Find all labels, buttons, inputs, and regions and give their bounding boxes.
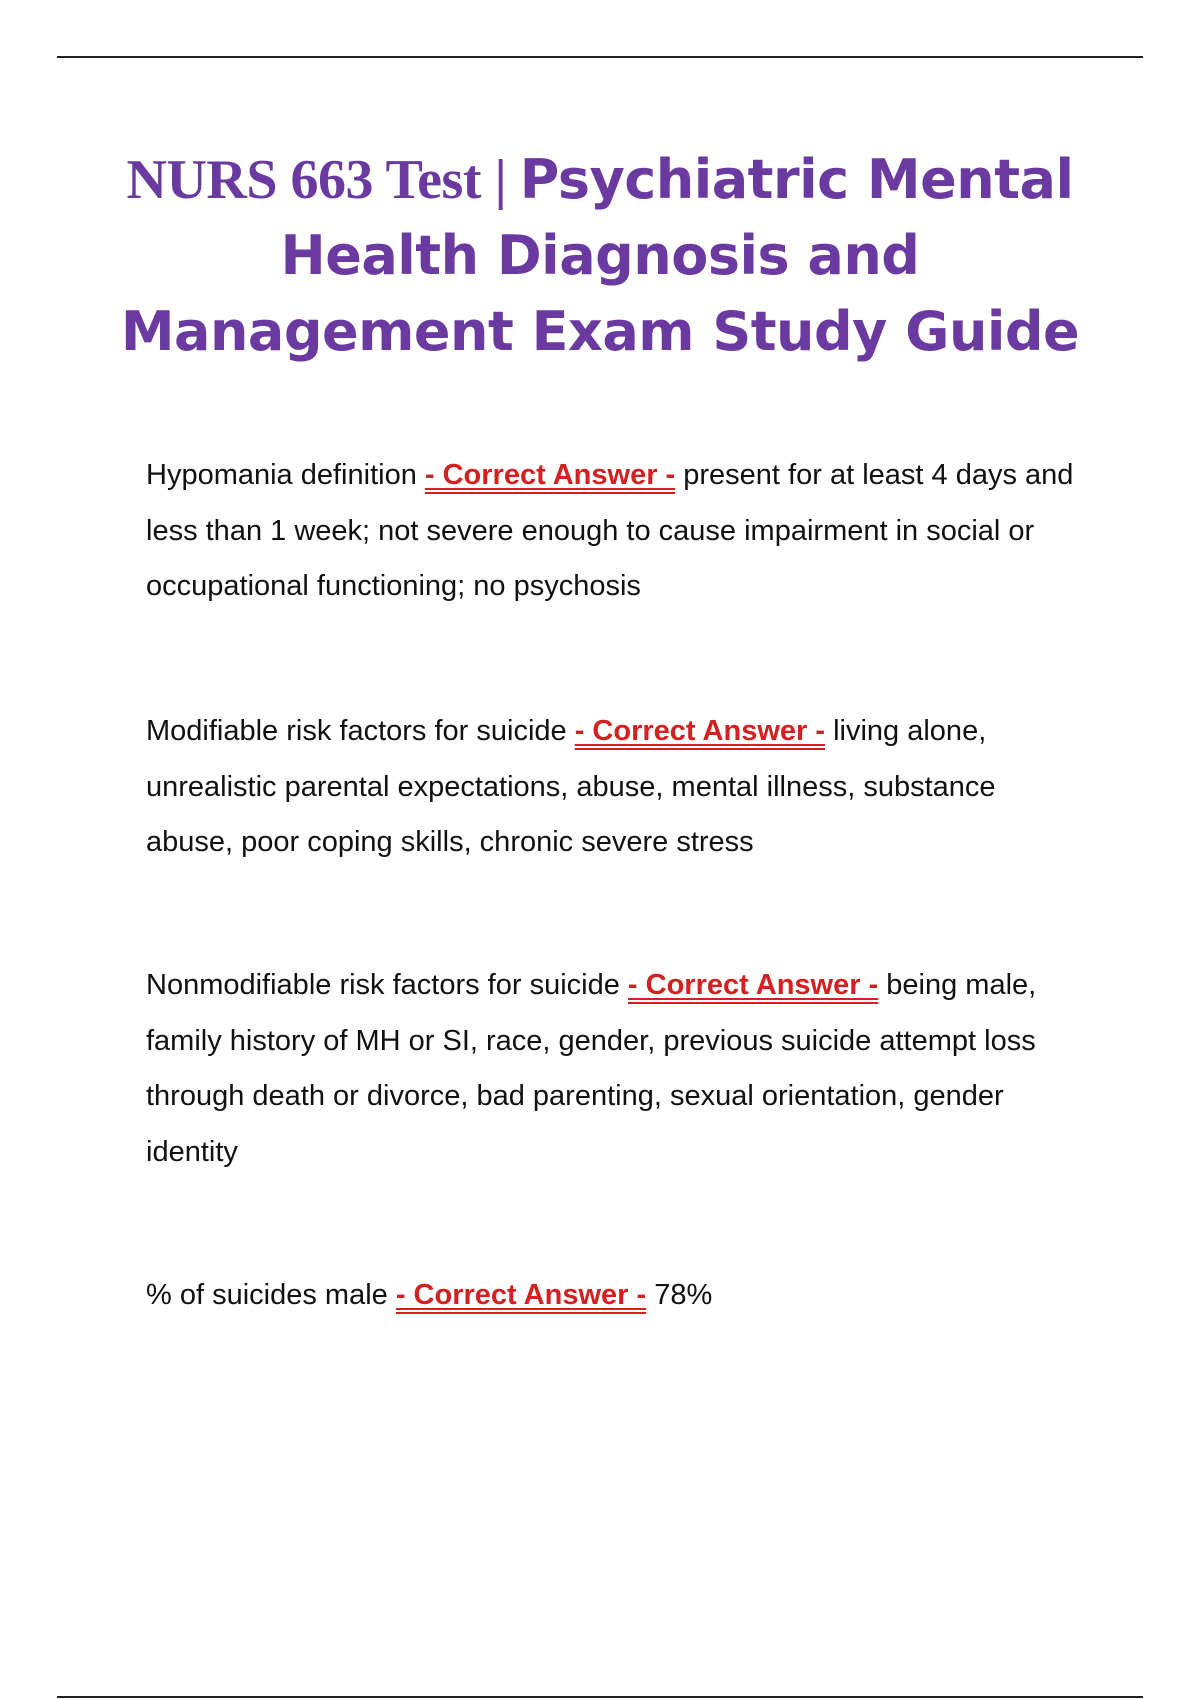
qa-question: Hypomania definition bbox=[146, 459, 417, 491]
qa-answer: being male, family history of MH or SI, race, gender, previous suicide attempt loss through death or divorce, bad parenting, sexual orientation, gender identity bbox=[146, 969, 1037, 1168]
qa-question: % of suicides male bbox=[146, 1279, 388, 1311]
correct-answer-marker: - Correct Answer - bbox=[627, 969, 879, 1001]
top-rule bbox=[57, 56, 1143, 58]
page-title-subject: Psychiatric Mental Health Diagnosis and Management Exam Study Guide bbox=[120, 148, 1080, 363]
qa-item bbox=[146, 448, 1086, 615]
correct-answer-marker: - Correct Answer - bbox=[395, 1279, 647, 1311]
qa-item bbox=[146, 1268, 1086, 1324]
page-title-course: NURS 663 Test | bbox=[126, 149, 520, 211]
qa-item bbox=[146, 958, 1086, 1180]
qa-answer: 78% bbox=[654, 1279, 713, 1311]
qa-question: Modifiable risk factors for suicide bbox=[146, 715, 567, 747]
page-title bbox=[120, 142, 1080, 370]
correct-answer-marker: - Correct Answer - bbox=[424, 459, 676, 491]
qa-item bbox=[146, 704, 1086, 871]
correct-answer-marker: - Correct Answer - bbox=[574, 715, 826, 747]
qa-question: Nonmodifiable risk factors for suicide bbox=[146, 969, 620, 1001]
bottom-rule bbox=[57, 1696, 1143, 1698]
qa-answer: living alone, unrealistic parental expectations, abuse, mental illness, substance abuse, poor coping skills, chronic severe stress bbox=[146, 715, 996, 858]
qa-answer: present for at least 4 days and less than 1 week; not severe enough to cause impairment in social or occupational functioning; no psychosis bbox=[146, 459, 1074, 602]
